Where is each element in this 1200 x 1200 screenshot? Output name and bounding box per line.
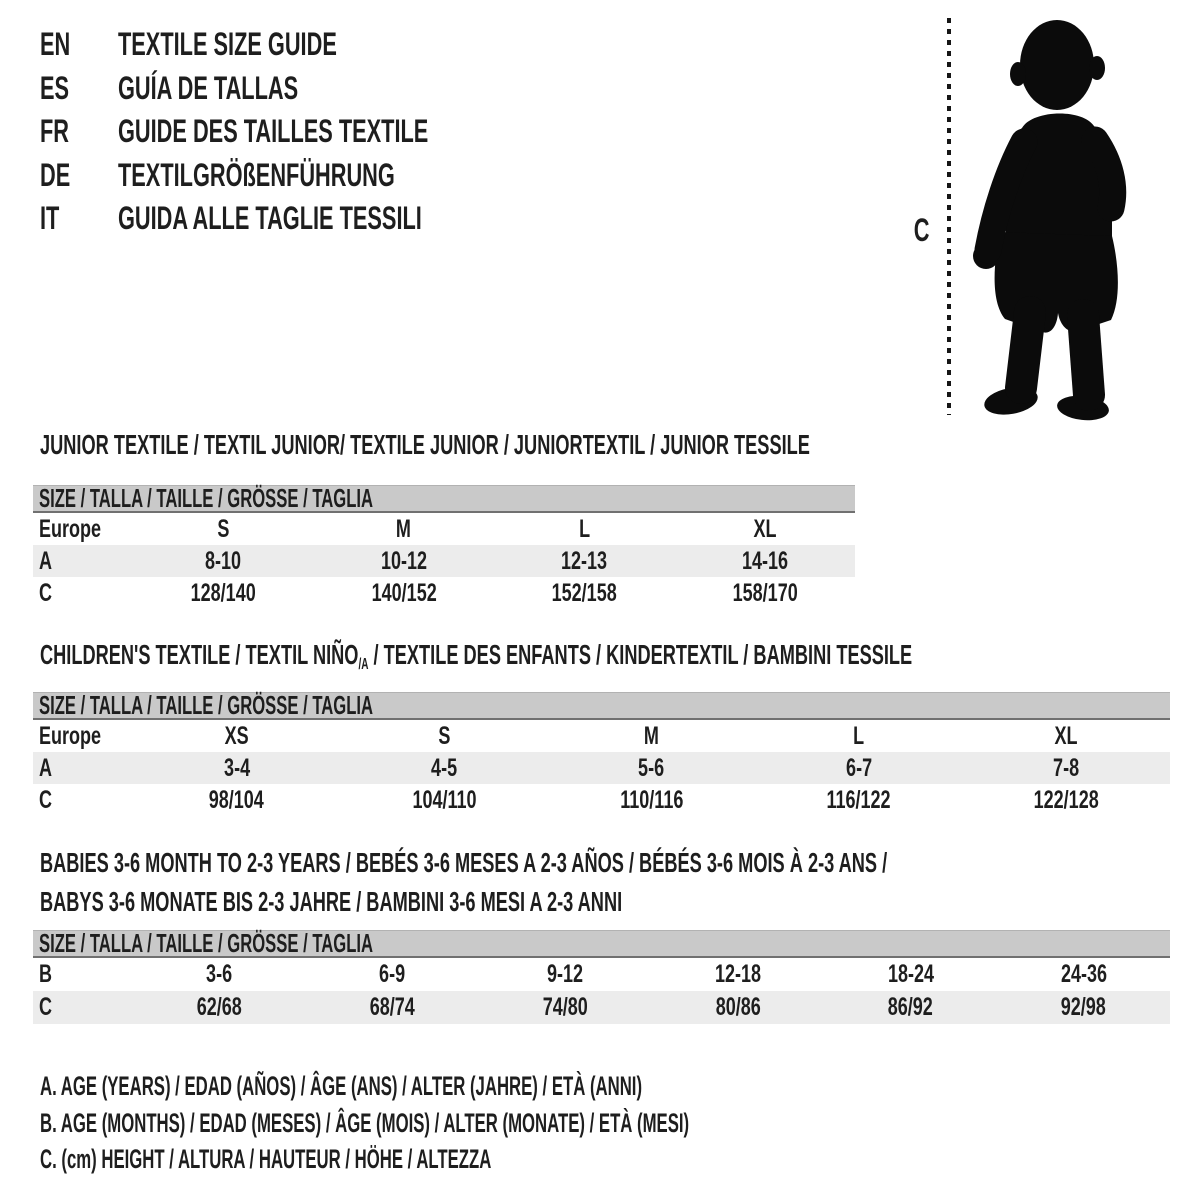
size-value-cell: L xyxy=(578,514,590,543)
age-value-cell: 7-8 xyxy=(1053,753,1080,782)
row-label-cell: B xyxy=(39,960,53,988)
age-value-cell: 8-10 xyxy=(205,546,242,575)
title-fr: GUIDE DES TAILLES TEXTILE xyxy=(118,113,429,150)
title-it: GUIDA ALLE TAGLIE TESSILI xyxy=(118,200,422,237)
age-value-cell: 6-7 xyxy=(845,753,872,782)
row-label-cell: A xyxy=(39,753,53,782)
title-en: TEXTILE SIZE GUIDE xyxy=(118,26,337,62)
title-es: GUÍA DE TALLAS xyxy=(118,69,299,106)
title-de: TEXTILGRÖßENFÜHRUNG xyxy=(118,156,395,193)
size-value-cell: M xyxy=(396,514,412,543)
table-row xyxy=(33,784,1170,816)
table-row xyxy=(33,513,855,545)
size-value-cell: XL xyxy=(753,514,777,543)
height-value-cell: 122/128 xyxy=(1033,785,1099,814)
babies-heading-line1: BABIES 3-6 MONTH TO 2-3 YEARS / BEBÉS 3-6 MESES A 2-3 AÑOS / BÉBÉS 3-6 MOIS À 2-3 ANS / xyxy=(40,847,888,878)
babies-heading-line2: BABYS 3-6 MONATE BIS 2-3 JAHRE / BAMBINI 3-6 MESI A 2-3 ANNI xyxy=(40,886,623,917)
row-label-cell: Europe xyxy=(39,514,102,543)
age-value-cell: 14-16 xyxy=(741,546,788,575)
lang-code-fr: FR xyxy=(40,113,70,150)
size-value-cell: XL xyxy=(1054,721,1078,750)
height-value-cell: 110/116 xyxy=(619,785,684,814)
height-value-cell: 86/92 xyxy=(888,993,934,1021)
age-value-cell: 12-13 xyxy=(561,546,608,575)
size-value-cell: L xyxy=(853,721,865,750)
age-value-cell: 10-12 xyxy=(380,546,427,575)
lang-code-de: DE xyxy=(40,156,71,193)
age-value-cell: 9-12 xyxy=(547,960,584,988)
height-value-cell: 74/80 xyxy=(542,993,588,1021)
children-heading-subscript: /A xyxy=(358,655,369,673)
row-label-cell: Europe xyxy=(39,721,102,750)
footnote-b: B. AGE (MONTHS) / EDAD (MESES) / ÂGE (MOIS) / ALTER (MONATE) / ETÀ (MESI) xyxy=(40,1107,690,1138)
age-value-cell: 3-6 xyxy=(206,960,233,988)
size-table-header-bar xyxy=(33,485,855,513)
size-table-header-bar xyxy=(33,692,1170,720)
size-value-cell: XS xyxy=(224,721,249,750)
lang-code-en: EN xyxy=(40,26,71,62)
table-row xyxy=(33,545,855,577)
height-value-cell: 80/86 xyxy=(715,993,761,1021)
age-value-cell: 18-24 xyxy=(887,960,934,988)
table-row xyxy=(33,752,1170,784)
lang-code-it: IT xyxy=(40,200,60,237)
junior-size-table xyxy=(33,485,855,609)
row-label-cell: C xyxy=(39,993,53,1021)
size-table-header-bar xyxy=(33,930,1170,958)
table-row xyxy=(33,577,855,609)
height-value-cell: 98/104 xyxy=(209,785,265,814)
footnote-a: A. AGE (YEARS) / EDAD (AÑOS) / ÂGE (ANS) / ALTER (JAHRE) / ETÀ (ANNI) xyxy=(40,1071,643,1101)
size-header-label: SIZE / TALLA / TAILLE / GRÖSSE / TAGLIA xyxy=(39,690,374,720)
junior-section-heading: JUNIOR TEXTILE / TEXTIL JUNIOR/ TEXTILE JUNIOR / JUNIORTEXTIL / JUNIOR TESSILE xyxy=(40,429,810,460)
size-value-cell: M xyxy=(643,721,659,750)
language-title-block xyxy=(40,26,574,244)
measure-label-c: C xyxy=(914,212,930,248)
height-value-cell: 68/74 xyxy=(369,993,415,1021)
row-label-cell: A xyxy=(39,546,53,575)
footnote-c: C. (cm) HEIGHT / ALTURA / HAUTEUR / HÖHE / ALTEZZA xyxy=(40,1144,492,1174)
age-value-cell: 6-9 xyxy=(379,960,406,988)
table-row xyxy=(33,991,1170,1024)
babies-section-heading xyxy=(40,846,1200,924)
row-label-cell: C xyxy=(39,578,53,607)
size-value-cell: S xyxy=(438,721,451,750)
height-value-cell: 158/170 xyxy=(732,578,798,607)
height-value-cell: 104/110 xyxy=(412,785,477,814)
height-value-cell: 92/98 xyxy=(1061,993,1107,1021)
height-value-cell: 128/140 xyxy=(190,578,256,607)
size-header-label: SIZE / TALLA / TAILLE / GRÖSSE / TAGLIA xyxy=(39,928,374,958)
size-value-cell: S xyxy=(217,514,230,543)
size-header-label: SIZE / TALLA / TAILLE / GRÖSSE / TAGLIA xyxy=(39,483,374,513)
height-measure-dotted-line xyxy=(947,18,951,415)
height-value-cell: 62/68 xyxy=(196,993,242,1021)
age-value-cell: 24-36 xyxy=(1060,960,1107,988)
children-heading-text: / TEXTILE DES ENFANTS / KINDERTEXTIL / BAMBINI TESSILE xyxy=(368,639,913,670)
children-section-heading xyxy=(40,640,1200,675)
toddler-silhouette-icon xyxy=(962,10,1146,422)
children-heading-text: CHILDREN'S TEXTILE / TEXTIL NIÑO xyxy=(40,639,359,670)
lang-code-es: ES xyxy=(40,69,70,106)
age-value-cell: 5-6 xyxy=(638,753,665,782)
babies-size-table xyxy=(33,930,1170,1024)
row-label-cell: C xyxy=(39,785,53,814)
table-row xyxy=(33,958,1170,991)
age-value-cell: 12-18 xyxy=(714,960,761,988)
table-row xyxy=(33,720,1170,752)
children-size-table xyxy=(33,692,1170,816)
height-value-cell: 116/122 xyxy=(826,785,891,814)
height-value-cell: 140/152 xyxy=(371,578,437,607)
footnotes-block xyxy=(40,1068,1087,1178)
age-value-cell: 4-5 xyxy=(431,753,458,782)
age-value-cell: 3-4 xyxy=(223,753,250,782)
height-value-cell: 152/158 xyxy=(551,578,617,607)
